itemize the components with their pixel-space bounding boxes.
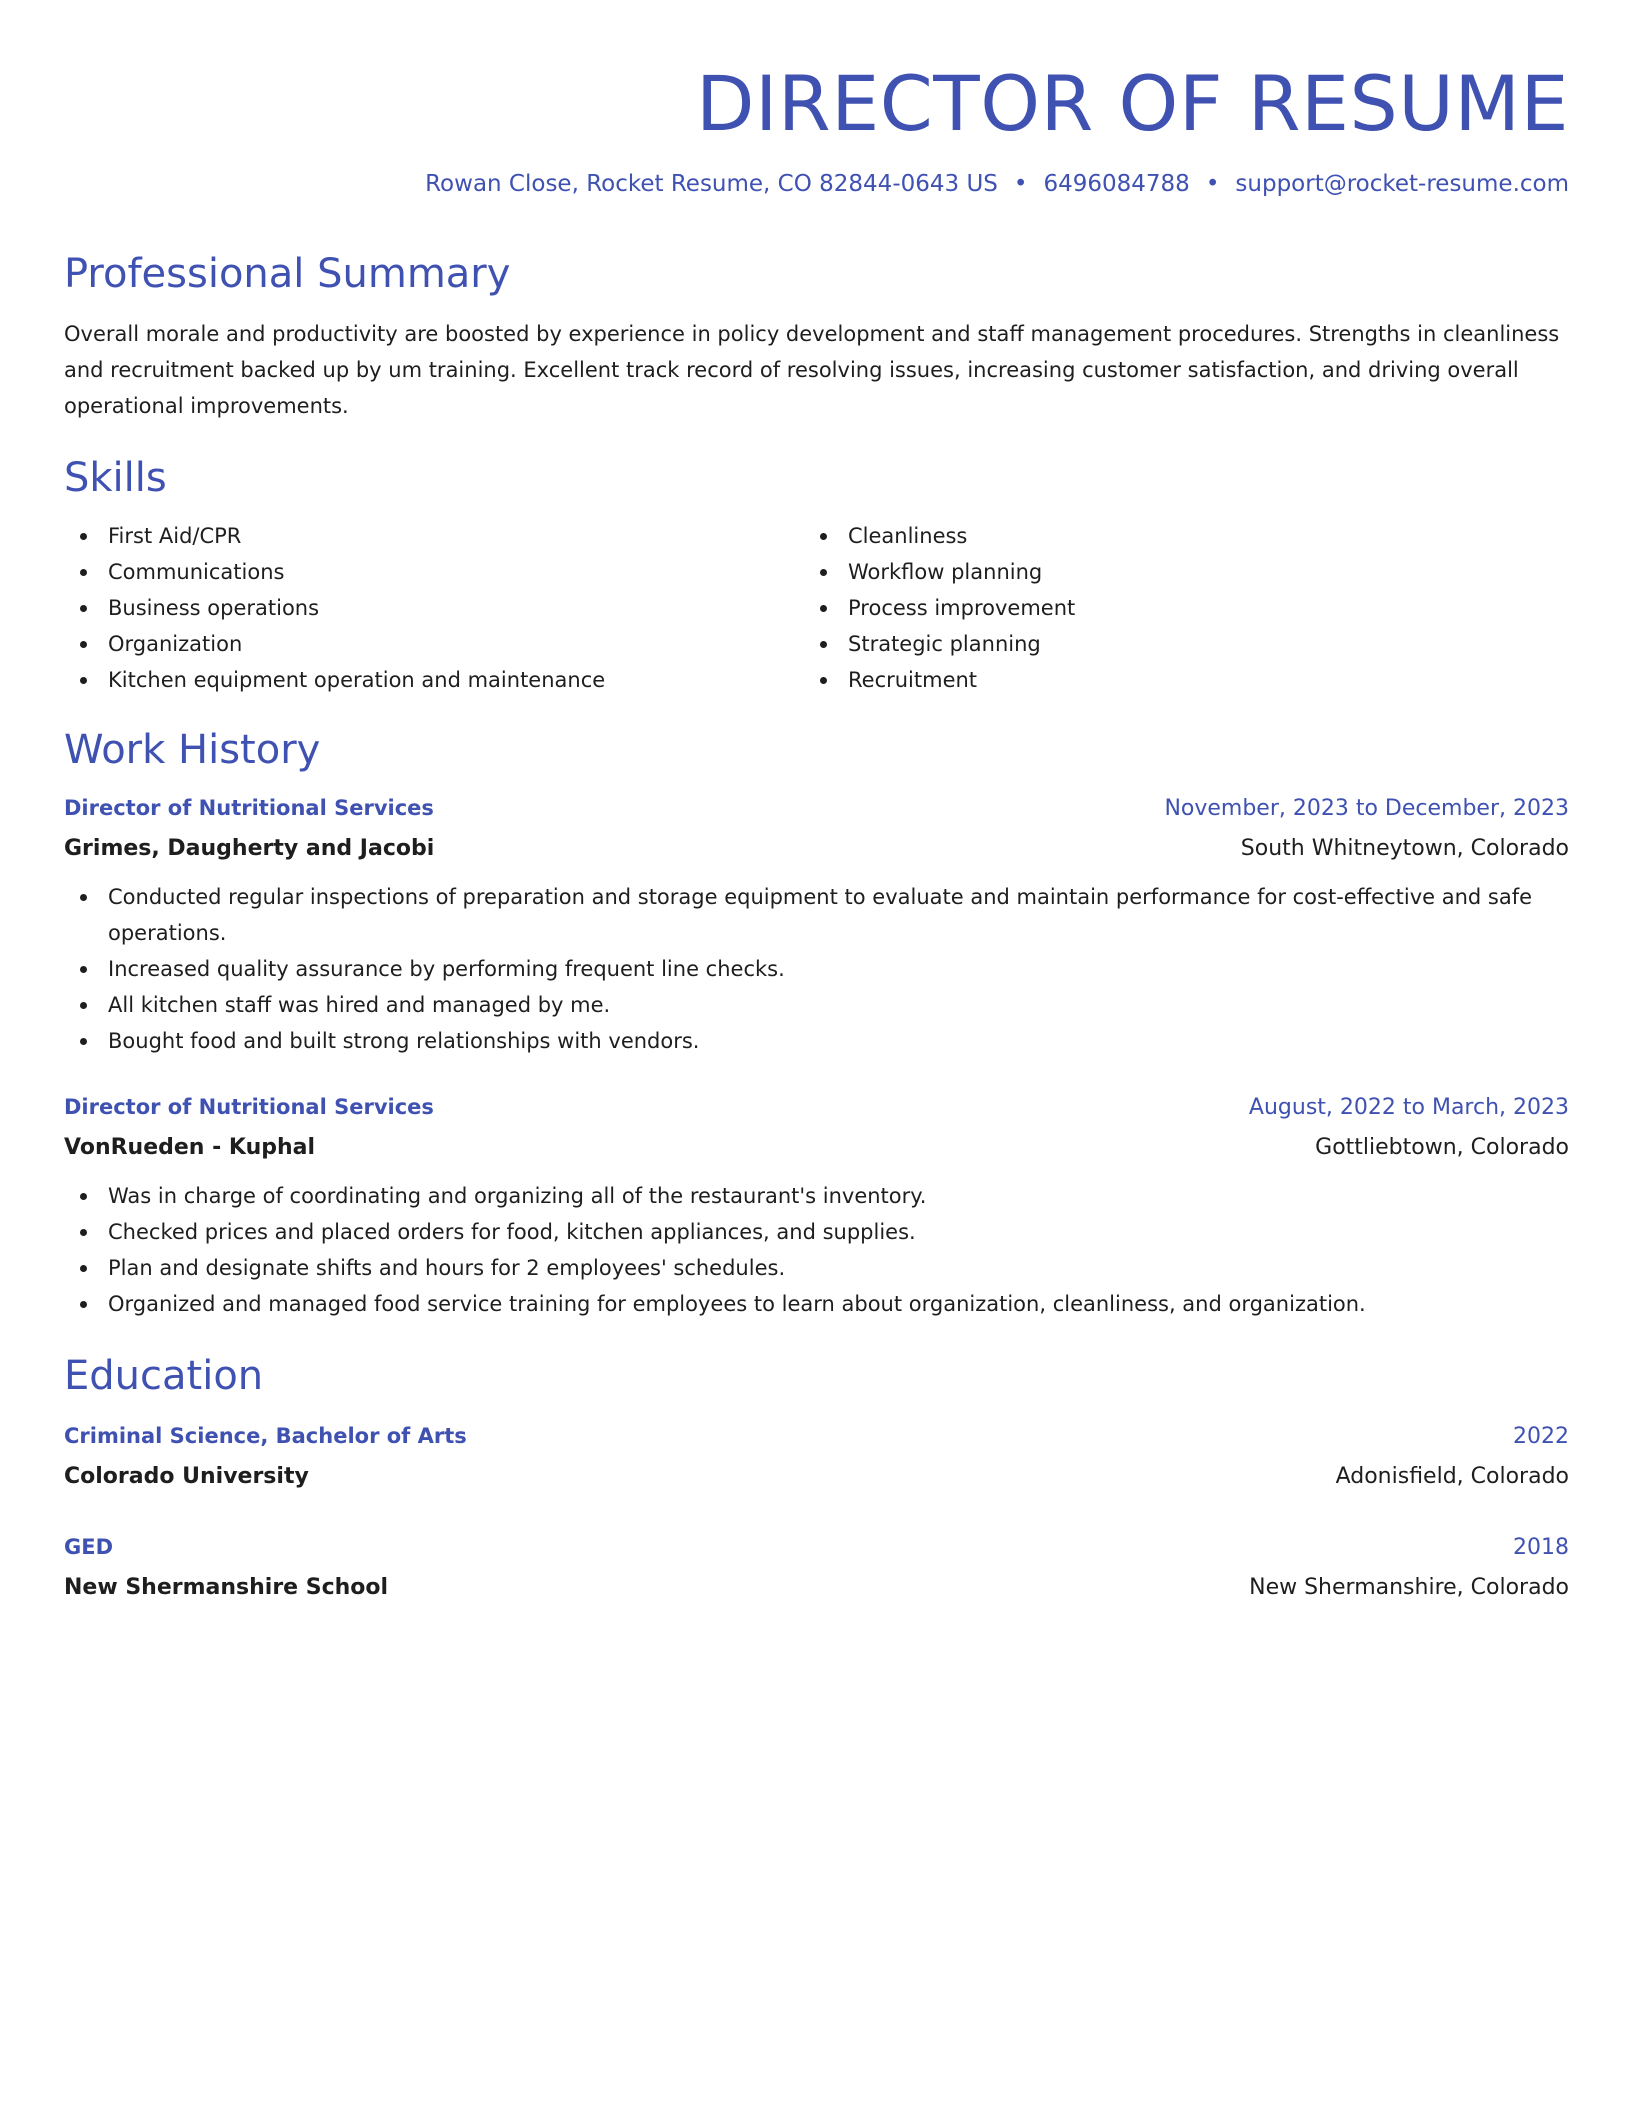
job-bullet: Checked prices and placed orders for food, kitchen appliances, and supplies.: [64, 1214, 1569, 1250]
job-entry: [64, 788, 1569, 1059]
education-degree: Criminal Science, Bachelor of Arts: [64, 1424, 467, 1448]
job-bullet: Increased quality assurance by performing frequent line checks.: [64, 951, 1569, 987]
job-title-row: [64, 1087, 1569, 1128]
job-bullets: [64, 879, 1569, 1059]
job-bullet: Organized and managed food service training for employees to learn about organization, cleanliness, and organization.: [64, 1286, 1569, 1322]
job-company-row: [64, 829, 1569, 869]
job-company-row: [64, 1128, 1569, 1168]
job-bullet: Conducted regular inspections of preparation and storage equipment to evaluate and maintain performance for cost-effective and safe operations.: [64, 879, 1569, 951]
job-title-row: [64, 788, 1569, 829]
education-degree-row: [64, 1416, 1569, 1457]
education-heading: Education: [64, 1353, 264, 1399]
contact-separator: •: [1013, 171, 1028, 197]
job-dates: November, 2023 to December, 2023: [1164, 796, 1569, 821]
contact-separator: •: [1205, 171, 1220, 197]
education-year: 2022: [1513, 1424, 1569, 1449]
job-bullets: [64, 1178, 1569, 1322]
education-location: Adonisfield, Colorado: [1335, 1464, 1569, 1489]
education-school-row: [64, 1457, 1569, 1497]
education-entry: [64, 1527, 1569, 1608]
job-entry: [64, 1087, 1569, 1322]
skill-item: First Aid/CPR: [64, 518, 804, 554]
skill-item: Strategic planning: [804, 626, 1075, 662]
skill-item: Business operations: [64, 590, 804, 626]
contact-address: Rowan Close, Rocket Resume, CO 82844-0643 US: [425, 171, 998, 197]
contact-line: [64, 168, 1569, 248]
work-history-heading: Work History: [64, 727, 321, 773]
education-degree-row: [64, 1527, 1569, 1568]
skill-item: Process improvement: [804, 590, 1075, 626]
skills-list: [64, 518, 1569, 698]
skill-item: Communications: [64, 554, 804, 590]
job-company: VonRueden - Kuphal: [64, 1135, 316, 1160]
job-title: Director of Nutritional Services: [64, 1095, 434, 1119]
job-title: Director of Nutritional Services: [64, 796, 434, 820]
skills-heading: Skills: [64, 455, 167, 501]
job-dates: August, 2022 to March, 2023: [1248, 1095, 1569, 1120]
resume-title: DIRECTOR OF RESUME: [695, 59, 1569, 148]
skill-item: Recruitment: [804, 662, 1075, 698]
contact-phone: 6496084788: [1043, 171, 1190, 197]
education-school: New Shermanshire School: [64, 1575, 389, 1600]
contact-email: support@rocket-resume.com: [1235, 171, 1569, 197]
job-bullet: Was in charge of coordinating and organizing all of the restaurant's inventory.: [64, 1178, 1569, 1214]
education-location: New Shermanshire, Colorado: [1249, 1575, 1569, 1600]
job-location: Gottliebtown, Colorado: [1315, 1135, 1569, 1160]
skills-column-right: [804, 518, 1075, 698]
skill-item: Cleanliness: [804, 518, 1075, 554]
skill-item: Organization: [64, 626, 804, 662]
summary-text: Overall morale and productivity are boosted by experience in policy development and staff management procedures. Strengths in cleanliness and recruitment backed up by um training. Excellent track record of resolving issues, increasing customer satisfaction, and driving overall operational improvements.: [64, 322, 1560, 418]
education-year: 2018: [1513, 1535, 1569, 1560]
job-bullet: Plan and designate shifts and hours for 2 employees' schedules.: [64, 1250, 1569, 1286]
job-location: South Whitneytown, Colorado: [1240, 836, 1569, 861]
skills-column-left: [64, 518, 804, 698]
job-company: Grimes, Daugherty and Jacobi: [64, 836, 435, 861]
education-school: Colorado University: [64, 1464, 309, 1489]
job-bullet: Bought food and built strong relationships with vendors.: [64, 1023, 1569, 1059]
education-school-row: [64, 1568, 1569, 1608]
education-degree: GED: [64, 1535, 114, 1559]
education-entry: [64, 1416, 1569, 1497]
job-bullet: All kitchen staff was hired and managed by me.: [64, 987, 1569, 1023]
summary-heading: Professional Summary: [64, 251, 511, 297]
skill-item: Workflow planning: [804, 554, 1075, 590]
skill-item: Kitchen equipment operation and maintenance: [64, 662, 804, 698]
